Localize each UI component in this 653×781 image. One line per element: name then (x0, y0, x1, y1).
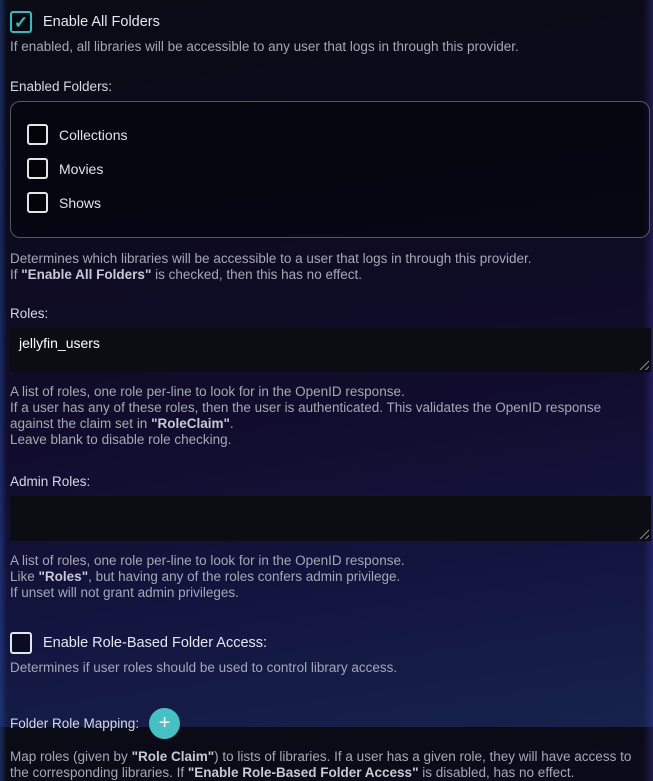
help-text-segment: If a user has any of these roles, then the user is authenticated. This validates the OpenID response against the claim set in (10, 400, 602, 431)
roles-textarea[interactable] (10, 328, 651, 372)
admin-roles-help (10, 553, 648, 601)
help-text-segment: Map roles (given by (10, 749, 132, 764)
roles-label: Roles: (10, 306, 49, 321)
folder-role-mapping-row (10, 708, 648, 739)
role-based-folder-access-row[interactable] (10, 632, 648, 654)
movies-label: Movies (59, 160, 104, 177)
roles-textarea-wrap (10, 328, 651, 372)
help-line: Determines which libraries will be accessible to a user that logs in through this provider. (10, 251, 532, 266)
enabled-folders-help (10, 251, 648, 283)
help-line (10, 569, 648, 585)
collections-label: Collections (59, 126, 128, 143)
help-text-segment: "RoleClaim" (151, 416, 230, 431)
collections-checkbox[interactable] (27, 124, 48, 145)
enabled-folders-listbox (10, 101, 650, 238)
folder-role-mapping-label: Folder Role Mapping: (10, 716, 140, 731)
admin-roles-label: Admin Roles: (10, 474, 91, 489)
help-text-segment: is disabled, has no effect. (418, 765, 575, 780)
roles-help (10, 384, 648, 448)
help-line (10, 267, 648, 283)
help-text-segment: Like (10, 569, 39, 584)
admin-roles-textarea-wrap (10, 496, 651, 541)
shows-checkbox[interactable] (27, 192, 48, 213)
help-line: Leave blank to disable role checking. (10, 432, 232, 447)
help-text-segment: "Enable Role-Based Folder Access" (187, 765, 419, 780)
enable-all-folders-row[interactable] (10, 11, 648, 33)
shows-label: Shows (59, 194, 102, 211)
help-line: A list of roles, one role per-line to look for in the OpenID response. (10, 384, 405, 399)
folder-option-movies[interactable] (27, 158, 633, 179)
add-mapping-button[interactable] (149, 708, 180, 739)
help-text-segment: ) to lists of libraries. If a user has a given role, they will have access to the corresponding libraries. If (10, 749, 632, 780)
enabled-folders-label: Enabled Folders: (10, 79, 113, 94)
plus-icon: + (158, 711, 171, 734)
enable-all-folders-help: If enabled, all libraries will be accessible to any user that logs in through this provider. (10, 39, 519, 54)
help-text-segment: is checked, then this has no effect. (151, 267, 362, 282)
help-text-segment: If (10, 267, 22, 282)
help-line: A list of roles, one role per-line to look for in the OpenID response. (10, 553, 405, 568)
movies-checkbox[interactable] (27, 158, 48, 179)
folder-option-collections[interactable] (27, 124, 633, 145)
role-based-folder-access-help: Determines if user roles should be used to control library access. (10, 660, 398, 675)
help-text-segment: . (229, 416, 234, 431)
help-line (10, 400, 648, 432)
help-text-segment: , but having any of the roles confers admin privilege. (88, 569, 401, 584)
admin-roles-textarea[interactable] (10, 496, 651, 541)
help-text-segment: "Roles" (38, 569, 89, 584)
role-based-folder-access-label: Enable Role-Based Folder Access: (43, 635, 268, 651)
help-text-segment: "Role Claim" (131, 749, 215, 764)
folder-option-shows[interactable] (27, 192, 633, 213)
role-based-folder-access-checkbox[interactable] (10, 632, 32, 654)
help-text-segment: "Enable All Folders" (21, 267, 152, 282)
enable-all-folders-label: Enable All Folders (43, 14, 160, 30)
folder-role-mapping-help (10, 749, 648, 781)
help-line: If unset will not grant admin privileges. (10, 585, 239, 600)
enable-all-folders-checkbox[interactable] (10, 11, 32, 33)
